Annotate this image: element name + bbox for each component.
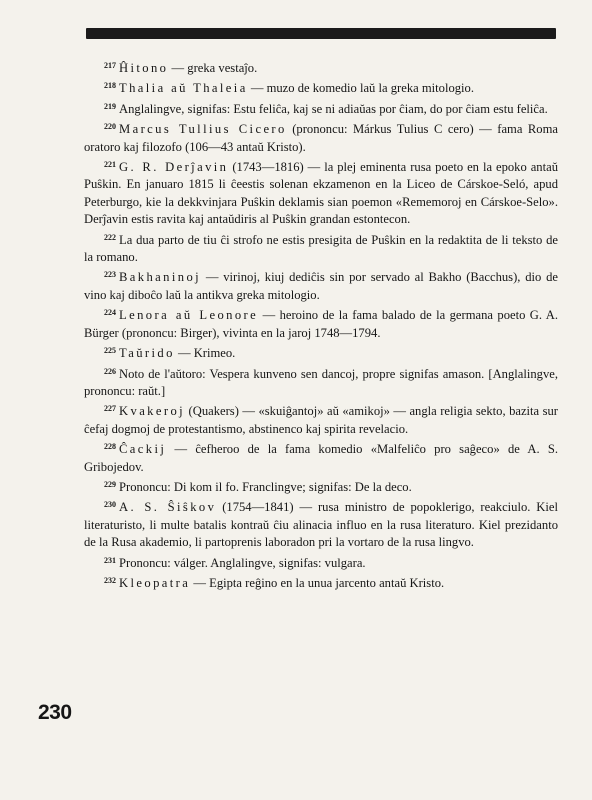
page-number: 230 [38,701,72,724]
endnote-text: — virinoj, kiuj dediĉis sin por servado al Bakho (Bacchus), dio de vino kaj diboĉo laŭ la antikva greka mitologio. [84,270,558,302]
endnote [84,57,558,77]
endnote-text: — ĉefheroo de la fama komedio «Malfeliĉo pro saĝeco» de A. S. Gribojedov. [84,442,558,474]
endnote-number: 217 [104,61,116,70]
endnote [84,266,558,304]
endnote-headword: Ĥitono [119,61,169,75]
endnote-number: 232 [104,575,116,585]
endnote-number: 222 [104,232,116,242]
endnote [84,400,558,438]
endnote-text: La dua parto de tiu ĉi strofo ne estis presigita de Puŝkin en la redaktita de li teksto de la romano. [84,232,558,265]
endnote [84,156,558,229]
endnote-number: 223 [104,270,116,280]
endnote-text: Anglalingve, signifas: Estu feliĉa, kaj se ni adiaŭas por ĉiam, do por ĉiam estu feliĉa. [119,101,548,116]
endnote-text: — heroino de la fama balado de la germana poeto G. A. Bürger (prononcu: Birger), vivinta en la jaroj 1748—1794. [84,308,558,340]
endnote-number: 225 [104,346,116,356]
endnote [84,363,558,401]
endnote-headword: G. R. Derĵavin [119,160,229,175]
endnote-number: 224 [104,308,116,318]
endnote [84,77,558,97]
endnote [84,229,558,267]
endnote-text: (prononcu: Márkus Tulius C cero) — fama Roma oratoro kaj filozofo (106—43 antaŭ Kristo). [84,122,558,154]
endnote [84,476,558,496]
endnote-number: 219 [104,101,116,111]
endnotes-list [84,57,558,592]
endnote-headword: Thalia aŭ Thaleia [119,81,248,96]
endnote-number: 231 [104,555,116,565]
endnote-headword: Ĉackij [119,442,167,457]
endnote [84,572,558,592]
endnote [84,118,558,156]
endnote-headword: Kvakeroj [119,404,186,419]
endnote-text: — Krimeo. [177,346,236,361]
endnote-number: 221 [104,160,116,170]
endnote-text: — muzo de komedio laŭ la greka mitologio. [250,81,474,96]
endnote-text: Noto de l'aŭtoro: Vespera kunveno sen dancoj, propre signifas amason. [Anglalingve, prononcu: raŭt.] [84,366,558,398]
endnote-headword: Lenora aŭ Leonore [119,308,259,323]
endnote-number: 220 [104,122,116,132]
endnote-number: 230 [104,500,116,510]
endnote [84,342,558,362]
endnote-number: 228 [104,442,116,452]
endnote-headword: Bakhaninoj [119,270,202,285]
endnote-number: 218 [104,81,116,91]
endnote-text: (1754—1841) — rusa ministro de popoklerigo, reakciulo. Kiel literaturisto, li multe batalis kontraŭ ĉiu alinacia influo en la rusa literaturo. Kiel prezidanto de la Rusa akademio, li partoprenis laboradon pri la vortaro de la rusa lingvo. [84,500,558,550]
endnote [84,496,558,551]
endnote-headword: Taŭrido [119,346,175,361]
endnote-number: 226 [104,366,116,376]
endnote [84,552,558,572]
endnote-number: 227 [104,404,116,414]
endnote-headword: A. S. Ŝiŝkov [119,500,217,515]
endnote-text: Prononcu: Di kom il fo. Franclingve; signifas: De la deco. [119,479,412,494]
endnote-text: (1743—1816) — la plej eminenta rusa poeto en la epoko antaŭ Puŝkin. En januaro 1815 li ĉeestis solenan ekzamenon en la Liceo de Cárskoe-Seló, apud Peterburgo, kie la dekkvinjara Puŝkin deklamis sian poemon «Rememoroj en Cárskoe-Selo». Derĵavin estis ravita kaj antaŭdiris al Puŝkin grandan estontecon. [84,160,558,227]
endnote-text: (Quakers) — «skuiĝantoj» aŭ «amikoj» — angla religia sekto, bazita sur ĉefaj dogmoj de protestantismo, abstinenco kaj spirita revelacio. [84,404,558,436]
endnote [84,304,558,342]
endnote-text: — Egipta reĝino en la unua jarcento antaŭ Kristo. [193,575,445,590]
top-rule [86,28,556,39]
endnote-text: Prononcu: válger. Anglalingve, signifas: vulgara. [119,555,366,570]
endnote [84,438,558,476]
endnote-text: — greka vestaĵo. [171,61,258,75]
endnote [84,98,558,118]
endnote-number: 229 [104,479,116,489]
endnote-headword: Marcus Tullius Cicero [119,122,287,137]
endnote-headword: Kleopatra [119,575,191,590]
